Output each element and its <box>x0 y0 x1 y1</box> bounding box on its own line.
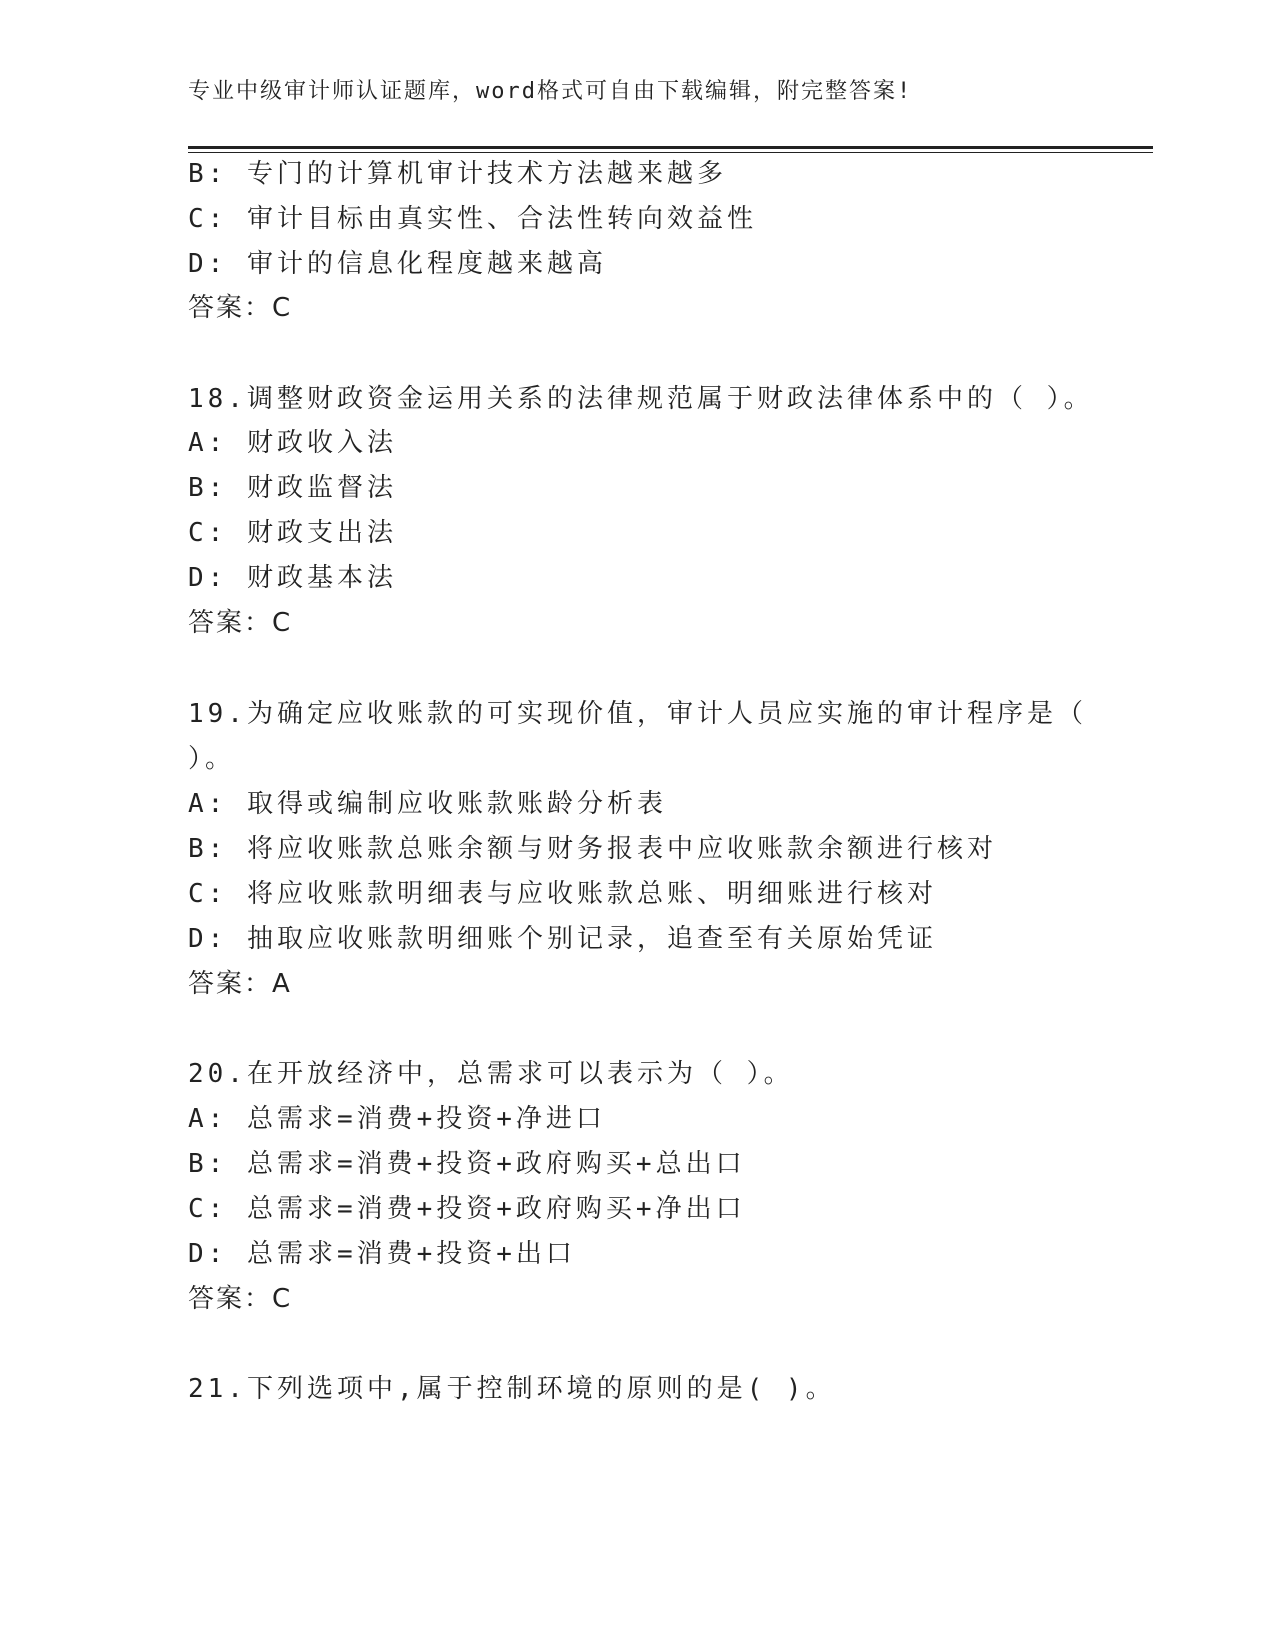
q19-answer: 答案：A <box>188 969 292 999</box>
q18-option-b: B: 财政监督法 <box>188 473 397 503</box>
q19-question-line2: ）。 <box>188 744 236 774</box>
q21-question: 21.下列选项中,属于控制环境的原则的是( )。 <box>188 1374 836 1404</box>
q18-question: 18.调整财政资金运用关系的法律规范属于财政法律体系中的（ ）。 <box>188 384 1094 414</box>
q17-option-b: B: 专门的计算机审计技术方法越来越多 <box>188 159 727 189</box>
q18-option-a: A: 财政收入法 <box>188 428 397 458</box>
q17-option-c: C: 审计目标由真实性、合法性转向效益性 <box>188 204 757 234</box>
q19-option-d: D: 抽取应收账款明细账个别记录，追查至有关原始凭证 <box>188 924 937 954</box>
page-header: 专业中级审计师认证题库，word格式可自由下载编辑，附完整答案! <box>188 79 913 104</box>
q19-question-line1: 19.为确定应收账款的可实现价值，审计人员应实施的审计程序是（ <box>188 699 1087 729</box>
q17-option-d: D: 审计的信息化程度越来越高 <box>188 249 607 279</box>
header-rule-thin <box>188 152 1153 153</box>
q19-option-b: B: 将应收账款总账余额与财务报表中应收账款余额进行核对 <box>188 834 997 864</box>
q19-option-a: A: 取得或编制应收账款账龄分析表 <box>188 789 667 819</box>
q20-option-d: D: 总需求=消费+投资+出口 <box>188 1239 576 1269</box>
q18-option-d: D: 财政基本法 <box>188 563 397 593</box>
q17-answer: 答案：C <box>188 293 293 323</box>
q20-question: 20.在开放经济中，总需求可以表示为（ ）。 <box>188 1059 794 1089</box>
q18-answer: 答案：C <box>188 608 293 638</box>
q20-option-a: A: 总需求=消费+投资+净进口 <box>188 1104 606 1134</box>
q20-answer: 答案：C <box>188 1284 293 1314</box>
header-rule-thick <box>188 146 1153 149</box>
q18-option-c: C: 财政支出法 <box>188 518 397 548</box>
q20-option-c: C: 总需求=消费+投资+政府购买+净出口 <box>188 1194 746 1224</box>
q20-option-b: B: 总需求=消费+投资+政府购买+总出口 <box>188 1149 746 1179</box>
q19-option-c: C: 将应收账款明细表与应收账款总账、明细账进行核对 <box>188 879 937 909</box>
